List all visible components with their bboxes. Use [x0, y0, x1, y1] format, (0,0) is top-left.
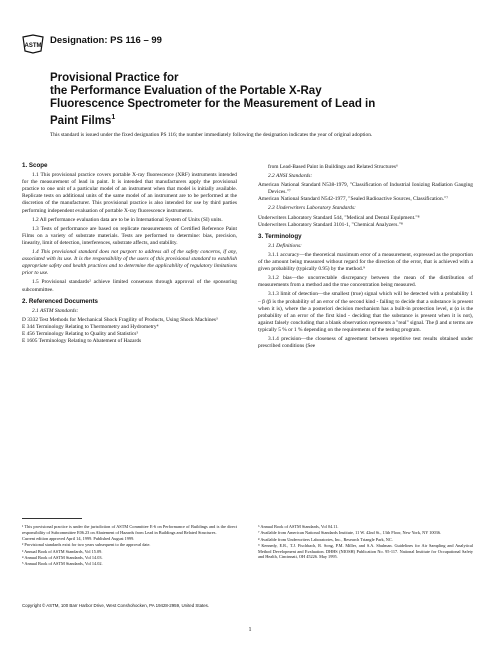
ul-item: Underwriters Laboratory Standard 3101-1, "Chemical Analyzers."⁸: [258, 221, 403, 228]
definition-precision: 3.1.4 precision—the closeness of agreement between repetitive test results obtained under prescribed conditions (See: [258, 335, 473, 350]
right-column: [258, 164, 473, 352]
designation: Designation: PS 116 – 99: [50, 35, 162, 46]
footnote: ⁸ Available from Underwriters Laboratories, Inc., Research Triangle Park, NC.: [258, 536, 393, 542]
footnote: Current edition approved April 14, 1999. Published August 1999.: [22, 536, 135, 542]
section-heading-references: 2. Referenced Documents: [22, 297, 98, 305]
footnote-divider: [22, 518, 82, 519]
footnote: ¹ This provisional practice is under the jurisdiction of ASTM Committee E-6 on Performance of Buildings and is the direct responsibility of Subcommittee E06.23 on Abatement of Hazards from Lead in Buildings and Related Structures.: [22, 524, 237, 535]
subheading-ansi: 2.2 ANSI Standards:: [268, 173, 313, 180]
footnote: ² Provisional standards exist for two years subsequent to the approval date.: [22, 542, 151, 548]
reference-item: E 344 Terminology Relating to Thermometry and Hydrometry⁴: [22, 323, 159, 330]
ansi-item: American National Standard N538-1979, "Classification of Industrial Ionizing Radiation Gauging Devices."⁷: [258, 182, 473, 196]
subheading-definitions: 3.1 Definitions:: [268, 242, 302, 249]
astm-logo-icon: [22, 34, 44, 54]
footnote: ⁶ Annual Book of ASTM Standards, Vol 04.11.: [258, 524, 339, 529]
subheading-ul: 2.3 Underwriters Laboratory Standards:: [268, 205, 356, 212]
title-line: Provisional Practice for: [50, 72, 179, 84]
footnotes-right: [258, 524, 473, 561]
paragraph-1-1: 1.1 This provisional practice covers portable X-ray fluorescence (XRF) instruments intended for the measurement of lead in paint. It is intended that manufacturers apply the provisional practice to one unit of a particular model of an instrument when that model is initially available. Replicate tests on additional units of the same model of an instrument are to be performed at the discretion of the manufacturer. This provisional practice is also intended for use by third parties performing independent evaluation of portable X-ray fluorescence instruments.: [22, 172, 237, 214]
ansi-item: American National Standard N542-1977, "Sealed Radioactive Sources, Classification."⁷: [258, 196, 449, 203]
reference-item: D 3332 Test Methods for Mechanical Shock Fragility of Products, Using Shock Machines³: [22, 316, 218, 323]
paragraph-1-2: 1.2 All performance evaluation data are to be in International System of Units (SI) units.: [32, 216, 223, 223]
document-title: [50, 72, 470, 128]
reference-continuation: from Lead-Based Paint in Buildings and Related Structures⁶: [268, 164, 398, 170]
reference-item: E 456 Terminology Relating to Quality and Statistics⁵: [22, 330, 139, 337]
footnote: ⁴ Annual Book of ASTM Standards, Vol 14.03.: [22, 554, 103, 560]
footnotes-left: [22, 524, 237, 568]
footnote: ⁹ Kennedy, E.R., T.J. Fischbach, R. Song, P.M. Miller, and S.A. Shulman. Guidelines for Air Sampling and Analytical Method Development and Evaluation. DHHS (NIOSH) Publication No. 95-117. National Institute for Occupational Safety and Health, Cincinnati, OH 45226. May 1995.: [258, 542, 473, 560]
page-number: 1: [248, 627, 252, 633]
section-heading-scope: 1. Scope: [22, 162, 48, 169]
footnote: ³ Annual Book of ASTM Standards, Vol 15.09.: [22, 548, 103, 554]
svg-text:ASTM: ASTM: [24, 43, 42, 49]
title-line: the Performance Evaluation of the Portable X-Ray: [50, 85, 322, 97]
reference-item: E 1605 Terminology Relating to Abatement of Hazards: [22, 338, 142, 345]
footnote: ⁷ Available from American National Standards Institute, 11 W. 42nd St., 13th Floor, New York, NY 10036.: [258, 530, 442, 536]
title-line: Fluorescence Spectrometer for the Measurement of Lead in: [50, 98, 376, 110]
definition-bias: 3.1.2 bias—the uncorrectable discrepancy between the mean of the distribution of measurements from a method and the true concentration being measured.: [258, 275, 473, 289]
subheading-astm: 2.1 ASTM Standards:: [32, 307, 79, 314]
left-column: [22, 158, 237, 345]
copyright-notice: Copyright © ASTM, 100 Barr Harbor Drive, West Conshohocken, PA 19428-2959, United States.: [22, 603, 210, 608]
definition-limit-of-detection: 3.1.3 limit of detection—the smallest (true) signal which will be detected with a probability 1 – β (β is the probability of an error of the second kind - failing to decide that a substance is present when it is), where the a posteriori decision mechanism has a built-in protection level, α (α is the probability of an error of the first kind - deciding that the substance is present when it is not), against falsely concluding that a blank observation represents a "real" signal. The β and α terms are typically 5 % or 1 % depending on the requirements of the testing program.: [258, 291, 473, 333]
paragraph-1-5: 1.5 Provisional standards² achieve limited consensus through approval of the sponsoring subcommittee.: [22, 279, 237, 293]
intro-note: This standard is issued under the fixed designation PS 116; the number immediately following the designation indicates the year of original adoption.: [50, 132, 373, 138]
title-line-4: Paint Films: [50, 114, 112, 127]
paragraph-1-3: 1.3 Tests of performance are based on replicate measurements of Certified Reference Paint Films on a variety of substrate materials. Tests are performed to determine: bias, precision, linearity, limit of detection, interferences, substrate affects, and stability.: [22, 225, 237, 246]
footnote: ⁵ Annual Book of ASTM Standards, Vol 14.02.: [22, 561, 103, 567]
ul-item: Underwriters Laboratory Standard 544, "Medical and Dental Equipment."⁸: [258, 214, 420, 221]
paragraph-1-4: 1.4 This provisional standard does not purport to address all of the safety concerns, if any, associated with its use. It is the responsibility of the users of this provisional standard to establish appropriate safety and health practices and to determine the applicability of regulatory limitations prior to use.: [22, 249, 237, 277]
definition-accuracy: 3.1.1 accuracy—the theoretical maximum error of a measurement, expressed as the proportion of the amount being measured without regard for the direction of the error, that is achieved with a given probability (typically 0.95) by the method.⁹: [258, 251, 473, 273]
section-heading-terminology: 3. Terminology: [258, 232, 302, 240]
title-footnote-mark: 1: [111, 114, 116, 121]
title-line: [50, 111, 470, 128]
